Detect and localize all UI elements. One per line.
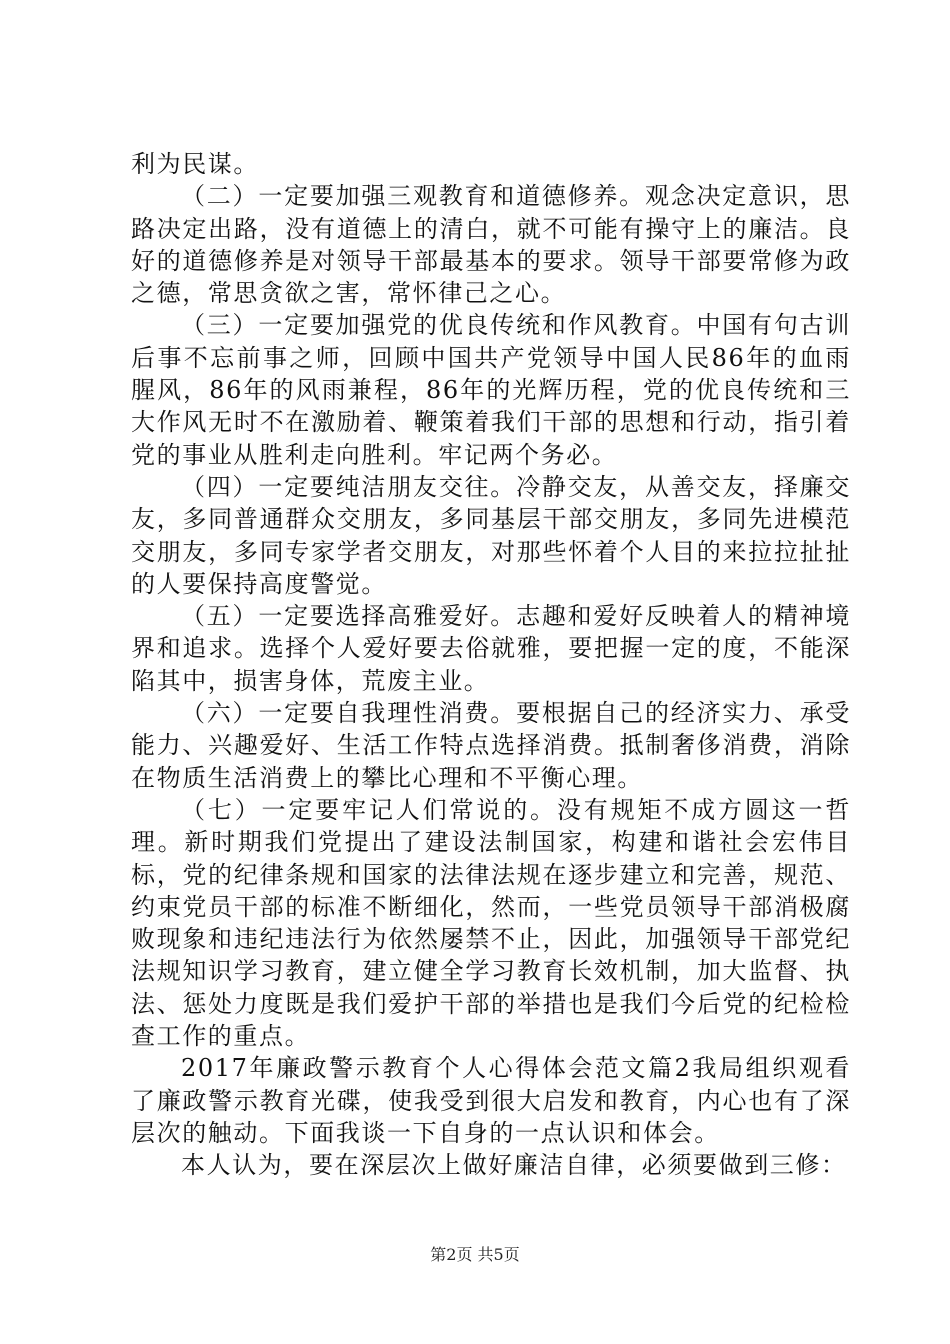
paragraph: （四）一定要纯洁朋友交往。冷静交友，从善交友，择廉交友，多同普通群众交朋友，多同基层干部交朋友，多同先进模范交朋友，多同专家学者交朋友，对那些怀着个人目的来拉拉扯扯的人要保持高度警觉。 [131,472,851,598]
paragraph: （五）一定要选择高雅爱好。志趣和爱好反映着人的精神境界和追求。选择个人爱好要去俗就雅，要把握一定的度，不能深陷其中，损害身体，荒废主业。 [131,602,851,695]
paragraph: （七）一定要牢记人们常说的。没有规矩不成方圆这一哲理。新时期我们党提出了建设法制国家，构建和谐社会宏伟目标，党的纪律条规和国家的法律法规在逐步建立和完善，规范、约束党员干部的标准不断细化，然而，一些党员领导干部消极腐败现象和违纪违法行为依然屡禁不止，因此，加强领导干部党纪法规知识学习教育，建立健全学习教育长效机制，加大监督、执法、惩处力度既是我们爱护干部的举措也是我们今后党的纪检检查工作的重点。 [131,795,851,1051]
paragraph: （三）一定要加强党的优良传统和作风教育。中国有句古训后事不忘前事之师，回顾中国共产党领导中国人民86年的血雨腥风，86年的风雨兼程，86年的光辉历程，党的优良传统和三大作风无时不在激励着、鞭策着我们干部的思想和行动，指引着党的事业从胜利走向胜利。牢记两个务必。 [131,311,851,469]
paragraph: 利为民谋。 [131,150,259,178]
document-body [131,148,851,1182]
paragraph: （六）一定要自我理性消费。要根据自己的经济实力、承受能力、兴趣爱好、生活工作特点选择消费。抵制奢侈消费，消除在物质生活消费上的攀比心理和不平衡心理。 [131,699,851,792]
page-number-footer: 第2页 共5页 [430,1245,520,1264]
paragraph: 2017年廉政警示教育个人心得体会范文篇2我局组织观看了廉政警示教育光碟，使我受到很大启发和教育，内心也有了深层次的触动。下面我谈一下自身的一点认识和体会。 [131,1054,851,1147]
paragraph: （二）一定要加强三观教育和道德修养。观念决定意识，思路决定出路，没有道德上的清白，就不可能有操守上的廉洁。良好的道德修养是对领导干部最基本的要求。领导干部要常修为政之德，常思贪欲之害，常怀律己之心。 [131,182,851,308]
paragraph: 本人认为，要在深层次上做好廉洁自律，必须要做到三修： [181,1151,847,1180]
